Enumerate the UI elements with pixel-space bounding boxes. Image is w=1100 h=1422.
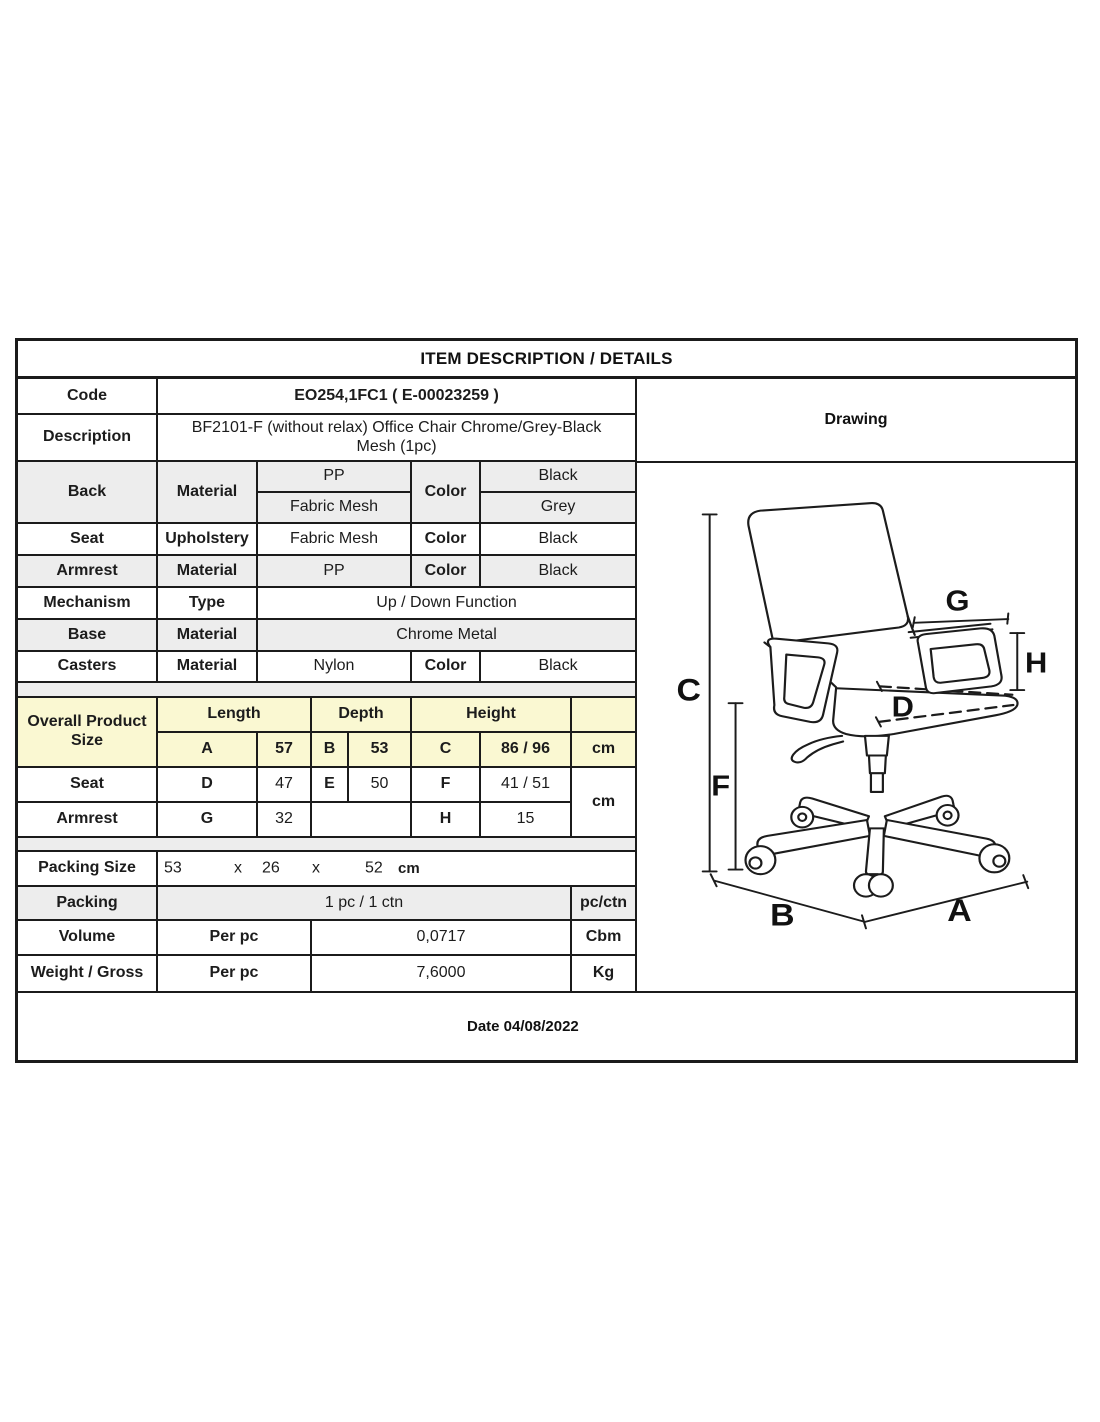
- armrest-color: Black: [480, 555, 635, 587]
- spacer: [18, 682, 635, 697]
- length-header: Length: [157, 697, 311, 732]
- volume-value: 0,0717: [311, 920, 571, 955]
- dim-line-c: [677, 514, 717, 871]
- dim-line-h: [1010, 633, 1047, 690]
- seat-length-value: 47: [257, 767, 311, 802]
- spec-table-column: [18, 379, 635, 991]
- armrest-length-key: G: [157, 802, 257, 837]
- overall-depth-value: 53: [348, 732, 411, 767]
- chair-gas-lift: [865, 736, 889, 792]
- overall-length-value: 57: [257, 732, 311, 767]
- packing-size-x1: x: [234, 859, 242, 877]
- back-material-1: PP: [257, 461, 411, 492]
- overall-height-value: 86 / 96: [480, 732, 571, 767]
- dim-label-b: B: [770, 896, 795, 933]
- chair-drawing: [637, 463, 1075, 991]
- seat-row: [18, 523, 635, 555]
- casters-row: [18, 651, 635, 682]
- back-part-label: Back: [18, 461, 157, 523]
- date-value: Date 04/08/2022: [467, 1018, 579, 1035]
- code-row: [18, 379, 635, 414]
- back-material-2: Fabric Mesh: [257, 492, 411, 523]
- drawing-panel: [635, 379, 1075, 991]
- seat-dim-label: Seat: [18, 767, 157, 802]
- volume-unit: Cbm: [571, 920, 635, 955]
- volume-row: [18, 920, 635, 955]
- armrest-color-label: Color: [411, 555, 480, 587]
- date-row: [18, 991, 1075, 1060]
- base-attr-label: Material: [157, 619, 257, 651]
- mechanism-value: Up / Down Function: [257, 587, 635, 619]
- packing-size-values: [157, 851, 635, 886]
- caster-rear-left: [791, 807, 813, 828]
- dim-line-g: [913, 585, 1009, 627]
- description-label: Description: [18, 414, 157, 461]
- armrest-depth-empty: [311, 802, 411, 837]
- packing-unit: pc/ctn: [571, 886, 635, 920]
- base-part-label: Base: [18, 619, 157, 651]
- height-header: Height: [411, 697, 571, 732]
- packing-size-v1: 53: [164, 859, 182, 877]
- depth-header: Depth: [311, 697, 411, 732]
- back-color-1: Black: [480, 461, 635, 492]
- weight-row: [18, 955, 635, 991]
- description-line-2: Mesh (1pc): [356, 437, 437, 455]
- size-section-label: Overall Product Size: [18, 697, 157, 767]
- overall-unit: cm: [571, 732, 635, 767]
- armrest-part-label: Armrest: [18, 555, 157, 587]
- dim-line-b: [711, 874, 866, 932]
- armrest-dim-label: Armrest: [18, 802, 157, 837]
- seat-depth-value: 50: [348, 767, 411, 802]
- base-value: Chrome Metal: [257, 619, 635, 651]
- drawing-area: [637, 463, 1075, 991]
- chair-left-armrest: [764, 639, 837, 723]
- overall-length-key: A: [157, 732, 257, 767]
- code-value: EO254,1FC1 ( E-00023259 ): [157, 379, 635, 414]
- chair-tilt-lever: [792, 736, 843, 763]
- packing-row: [18, 886, 635, 920]
- spacer-row-2: [18, 837, 635, 851]
- packing-size-x2: x: [312, 859, 320, 877]
- packing-label: Packing: [18, 886, 157, 920]
- casters-part-label: Casters: [18, 651, 157, 682]
- casters-material: Nylon: [257, 651, 411, 682]
- back-attr-label: Material: [157, 461, 257, 523]
- dim-label-g: G: [945, 585, 970, 618]
- drawing-panel-label: Drawing: [637, 379, 1075, 463]
- overall-height-key: C: [411, 732, 480, 767]
- chair-backrest: [748, 503, 908, 642]
- mechanism-row: [18, 587, 635, 619]
- chair-base: [746, 796, 1010, 897]
- packing-size-v2: 26: [262, 859, 280, 877]
- spec-table: [18, 379, 635, 991]
- overall-depth-key: B: [311, 732, 348, 767]
- seat-depth-key: E: [311, 767, 348, 802]
- dim-label-h: H: [1025, 647, 1048, 680]
- weight-label: Weight / Gross: [18, 955, 157, 991]
- description-row: [18, 414, 635, 461]
- sheet-body: [18, 379, 1075, 991]
- dim-label-a: A: [947, 891, 972, 928]
- dim-label-c: C: [676, 671, 701, 708]
- seat-part-label: Seat: [18, 523, 157, 555]
- armrest-height-key: H: [411, 802, 480, 837]
- armrest-material: PP: [257, 555, 411, 587]
- chair-right-armrest: [909, 624, 1002, 693]
- volume-per: Per pc: [157, 920, 311, 955]
- packing-size-row: [18, 851, 635, 886]
- sheet-title: ITEM DESCRIPTION / DETAILS: [18, 341, 1075, 379]
- weight-per: Per pc: [157, 955, 311, 991]
- description-value: [157, 414, 635, 461]
- dim-label-d: D: [891, 691, 914, 724]
- mechanism-attr-label: Type: [157, 587, 257, 619]
- volume-label: Volume: [18, 920, 157, 955]
- seat-material: Fabric Mesh: [257, 523, 411, 555]
- seat-color: Black: [480, 523, 635, 555]
- dim-line-f: [711, 703, 742, 869]
- packing-size-unit: cm: [398, 859, 420, 877]
- base-row: [18, 619, 635, 651]
- seat-armrest-unit: cm: [571, 767, 635, 837]
- back-row: [18, 461, 635, 492]
- spacer-row-1: [18, 682, 635, 697]
- armrest-attr-label: Material: [157, 555, 257, 587]
- size-header-row-1: [18, 697, 635, 732]
- caster-rear-right: [937, 805, 959, 826]
- seat-length-key: D: [157, 767, 257, 802]
- seat-dimensions-row: [18, 767, 635, 802]
- seat-color-label: Color: [411, 523, 480, 555]
- packing-size-label: Packing Size: [18, 851, 157, 886]
- casters-color: Black: [480, 651, 635, 682]
- weight-unit: Kg: [571, 955, 635, 991]
- description-line-1: BF2101-F (without relax) Office Chair Chrome/Grey-Black: [191, 418, 602, 436]
- back-color-2: Grey: [480, 492, 635, 523]
- size-header-unit-spacer: [571, 697, 635, 732]
- seat-attr-label: Upholstery: [157, 523, 257, 555]
- code-label: Code: [18, 379, 157, 414]
- armrest-row: [18, 555, 635, 587]
- spec-sheet: [15, 338, 1078, 1063]
- weight-value: 7,6000: [311, 955, 571, 991]
- casters-color-label: Color: [411, 651, 480, 682]
- casters-attr-label: Material: [157, 651, 257, 682]
- mechanism-part-label: Mechanism: [18, 587, 157, 619]
- spacer: [18, 837, 635, 851]
- seat-height-value: 41 / 51: [480, 767, 571, 802]
- packing-value: 1 pc / 1 ctn: [157, 886, 571, 920]
- armrest-length-value: 32: [257, 802, 311, 837]
- back-color-label: Color: [411, 461, 480, 523]
- dim-label-f: F: [711, 770, 731, 803]
- armrest-dimensions-row: [18, 802, 635, 837]
- seat-height-key: F: [411, 767, 480, 802]
- packing-size-v3: 52: [365, 859, 383, 877]
- chair-seat: [833, 688, 1017, 736]
- armrest-height-value: 15: [480, 802, 571, 837]
